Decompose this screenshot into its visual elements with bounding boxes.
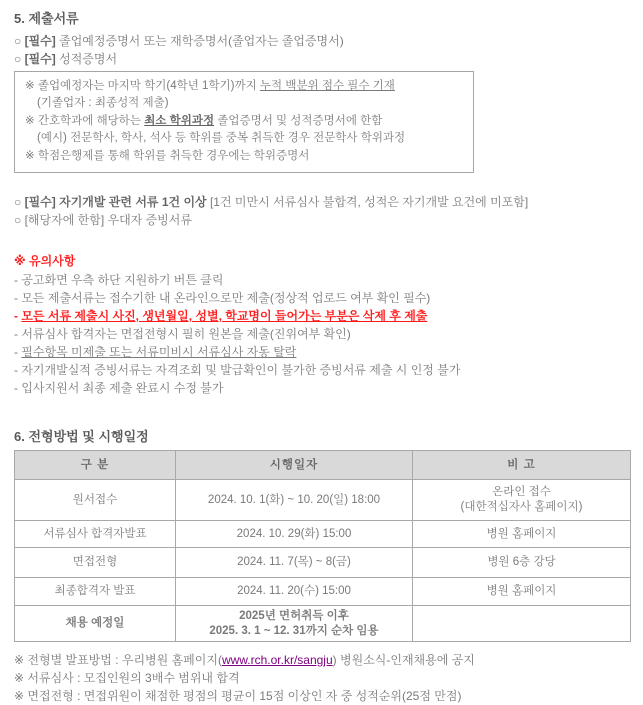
circle-bullet-icon: ○ [14,195,25,210]
underlined-text: 누적 백분위 점수 필수 기재 [259,80,395,92]
dash: - [14,291,22,306]
table-row-interview [15,548,631,578]
col-header-date: 시행일자 [176,451,413,480]
dash: - [14,381,22,396]
table-header-row [15,451,631,480]
notice-text: 입사지원서 최종 제출 완료시 수정 불가 [21,381,224,396]
notice-text-warning: 모든 서류 제출시 사진, 생년월일, 성별, 학교명이 들어가는 부분은 삭제 후 제출 [21,309,428,324]
footnotes [14,651,630,705]
requirement-text: [해당자에 한함] 우대자 증빙서류 [24,213,192,228]
remark-line-2: (대한적십자사 홈페이지) [460,501,583,514]
cell-date: 2024. 10. 29(화) 15:00 [176,521,413,548]
table-row-hire-date [15,606,631,642]
cell-remark: 병원 6층 강당 [413,548,631,578]
dash: - [14,273,22,288]
notice-title: ※ 유의사항 [14,254,76,269]
notice-line-6 [14,361,630,379]
requirement-text: 졸업예정증명서 또는 재학증명서(졸업자는 졸업증명서) [55,34,344,48]
footnote-3: ※ 면접전형 : 면접위원이 채점한 평점의 평균이 15점 이상인 자 중 성적순위(25점 만점) [14,689,462,704]
notice-text: 모든 제출서류는 접수기한 내 온라인으로만 제출(정상적 업로드 여부 확인 필수) [21,291,431,306]
cell-date: 2024. 10. 1(화) ~ 10. 20(일) 18:00 [176,480,413,521]
required-tag: [필수] 자기개발 관련 서류 1건 이상 [24,195,207,210]
circle-bullet-icon: ○ [14,213,25,228]
circle-bullet-icon: ○ [14,52,25,66]
notice-line-5 [14,343,630,361]
notice-text: 자기개발실적 증빙서류는 자격조회 및 발급확인이 불가한 증빙서류 제출 시 인정 불가 [21,363,461,378]
hospital-website-link[interactable]: www.rch.or.kr/sangju [221,653,333,668]
requirement-item-3 [14,193,630,211]
dash: - [14,345,22,360]
cell-remark [413,480,631,521]
section-6-title: 6. 전형방법 및 시행일정 [14,429,149,445]
cell-date [176,606,413,642]
requirement-item-2 [14,50,630,68]
box-line-1 [25,78,463,95]
circle-bullet-icon: ○ [14,34,25,48]
footnote-text: ) 병원소식-인재채용에 공지 [332,653,475,668]
cell-label: 원서접수 [15,480,176,521]
dash: - [14,309,22,324]
required-tag: [필수] [24,52,56,66]
cell-label: 채용 예정일 [15,606,176,642]
notice-text-underlined: 필수항목 미제출 또는 서류미비시 서류심사 자동 탈락 [21,345,297,360]
cell-remark: 병원 홈페이지 [413,521,631,548]
box-line-4: (예시) 전문학사, 학사, 석사 등 학위를 중복 취득한 경우 전문학사 학위과정 [37,132,406,145]
notice-line-7 [14,379,630,397]
schedule-table [14,450,631,642]
remark-line-1: 온라인 접수 [492,486,551,499]
table-row-application [15,480,631,521]
footnote-2: ※ 서류심사 : 모집인원의 3배수 범위내 합격 [14,671,240,686]
notice-text: 서류심사 합격자는 면접전형시 필히 원본을 제출(진위여부 확인) [21,327,351,342]
cell-remark [413,606,631,642]
dash: - [14,363,22,378]
required-tag: [필수] [24,34,56,48]
cell-label: 면접전형 [15,548,176,578]
hire-date-line-2: 2025. 3. 1 ~ 12. 31까지 순차 임용 [209,624,379,637]
notice-line-2 [14,289,630,307]
requirement-text: 성적증명서 [55,52,118,66]
footnote-text: ※ 전형별 발표방법 : 우리병원 홈페이지( [14,653,222,668]
box-line-3 [25,113,463,130]
section-5-title: 5. 제출서류 [14,11,79,26]
requirement-item-1 [14,32,630,50]
footnote-1 [14,651,630,669]
cell-date: 2024. 11. 20(수) 15:00 [176,578,413,606]
box-text: 졸업증명서 및 성적증명서에 한함 [214,114,383,127]
box-text: ※ 간호학과에 해당하는 [25,114,145,127]
cell-remark: 병원 홈페이지 [413,578,631,606]
dash: - [14,327,22,342]
cell-label: 최종합격자 발표 [15,578,176,606]
grade-note-box [14,71,474,173]
notice-text: 공고화면 우측 하단 지원하기 버튼 클릭 [21,273,224,288]
table-row-final-result [15,578,631,606]
cell-date: 2024. 11. 7(목) ~ 8(금) [176,548,413,578]
box-text: ※ 졸업예정자는 마지막 학기(4학년 1학기)까지 [25,80,260,92]
col-header-remark: 비 고 [413,451,631,480]
document-notice [14,8,630,705]
box-line-2: (기졸업자 : 최종성적 제출) [37,97,169,110]
notice-line-4 [14,325,630,343]
requirement-text: [1건 미만시 서류심사 불합격, 성적은 자기개발 요건에 미포함] [206,195,529,210]
notice-line-1 [14,271,630,289]
requirement-item-4 [14,211,630,229]
notice-line-3 [14,307,630,325]
cell-label: 서류심사 합격자발표 [15,521,176,548]
hire-date-line-1: 2025년 면허취득 이후 [239,609,349,622]
bold-underlined-text: 최소 학위과정 [144,114,215,127]
box-line-5: ※ 학점은행제를 통해 학위를 취득한 경우에는 학위증명서 [25,149,310,162]
table-row-document-screening [15,521,631,548]
col-header-category: 구 분 [15,451,176,480]
